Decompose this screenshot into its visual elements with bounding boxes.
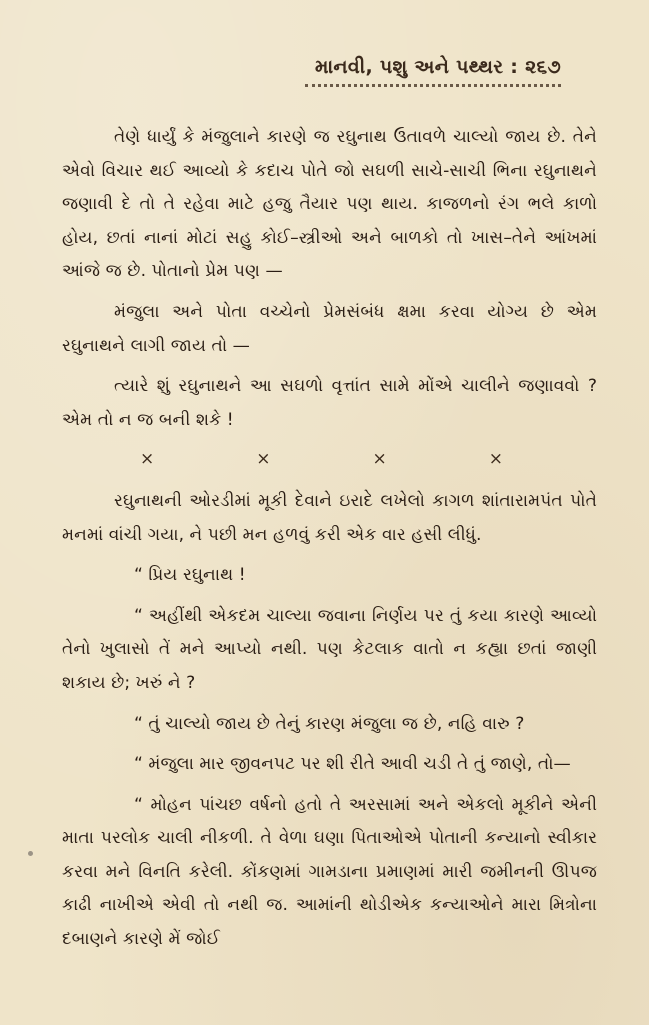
paragraph: મંજુલા અને પોતા વચ્ચેનો પ્રેમસંબંધ ક્ષમા કરવા યોગ્ય છે એમ રઘુનાથને લાગી જાય તો — — [62, 301, 597, 356]
paragraph: ત્યારે શું રઘુનાથને આ સઘળો વૃત્તાંત સામે મોંએ ચાલીને જણાવવો ? એમ તો ન જ બની શકે ! — [62, 376, 597, 430]
letter-paragraph: “ તું ચાલ્યો જાય છે તેનું કારણ મંજુલા જ છે, નહિ વારુ ? — [134, 713, 525, 734]
running-title: માનવી, પશુ અને પથ્થર : ૨૬૭ — [315, 56, 561, 78]
letter-paragraph: “ અહીંથી એકદમ ચાલ્યા જવાના નિર્ણય પર તું કયા કારણે આવ્યો તેનો ખુલાસો તેં મને આપ્યો નથી. પણ કેટલાક વાતો ન કહ્યા છતાં જાણી શકાય છે; ખરું ને ? — [62, 605, 597, 693]
paragraph: રઘુનાથની ઓરડીમાં મૂકી દેવાને ઇરાદે લખેલો કાગળ શાંતારામપંત પોતે મનમાં વાંચી ગયા, ને પછી મન હળવું કરી એક વાર હસી લીધું. — [62, 490, 597, 545]
paragraph: તેણે ધાર્યું કે મંજુલાને કારણે જ રઘુનાથ ઉતાવળે ચાલ્યો જાય છે. તેને એવો વિચાર થઈ આવ્યો કે કદાચ પોતે જો સઘળી સાચે-સાચી ભિના રઘુનાથને જણાવી દે તો તે રહેવા માટે હજુ તૈયાર પણ થાય. કાજળનો રંગ ભલે કાળો હોય, છતાં નાનાં મોટાં સહુ કોઈ–સ્ત્રીઓ અને બાળકો તો ખાસ–તેને આંખમાં આંજે જ છે. પોતાનો પ્રેમ પણ — — [62, 127, 597, 282]
letter-paragraph: “ મંજુલા માર જીવનપટ પર શી રીતે આવી ચડી તે તું જાણે, તો— — [134, 754, 571, 775]
body-text — [62, 121, 597, 957]
cross-mark: × — [372, 449, 387, 470]
section-separator — [62, 443, 597, 477]
letter-paragraph: “ મોહન પાંચછ વર્ષનો હતો તે અરસામાં અને એકલો મૂકીને એની માતા પરલોક ચાલી નીકળી. તે વેળા ઘણા પિતાઓએ પોતાની કન્યાનો સ્વીકાર કરવા મને વિનતિ કરેલી. કોંકણમાં ગામડાના પ્રમાણમાં મારી જમીનની ઊપજ કાઢી નાખીએ એવી તો નથી જ. આમાંની થોડીએક કન્યાઓને મારા મિત્રોના દબાણને કારણે મેં જોઈ — [62, 794, 597, 950]
paper-speck — [28, 851, 33, 856]
letter-salutation: “ પ્રિય રઘુનાથ ! — [134, 565, 246, 586]
dotted-rule — [305, 84, 561, 87]
cross-mark: × — [140, 449, 155, 470]
cross-mark: × — [256, 449, 271, 470]
cross-mark: × — [488, 449, 503, 470]
